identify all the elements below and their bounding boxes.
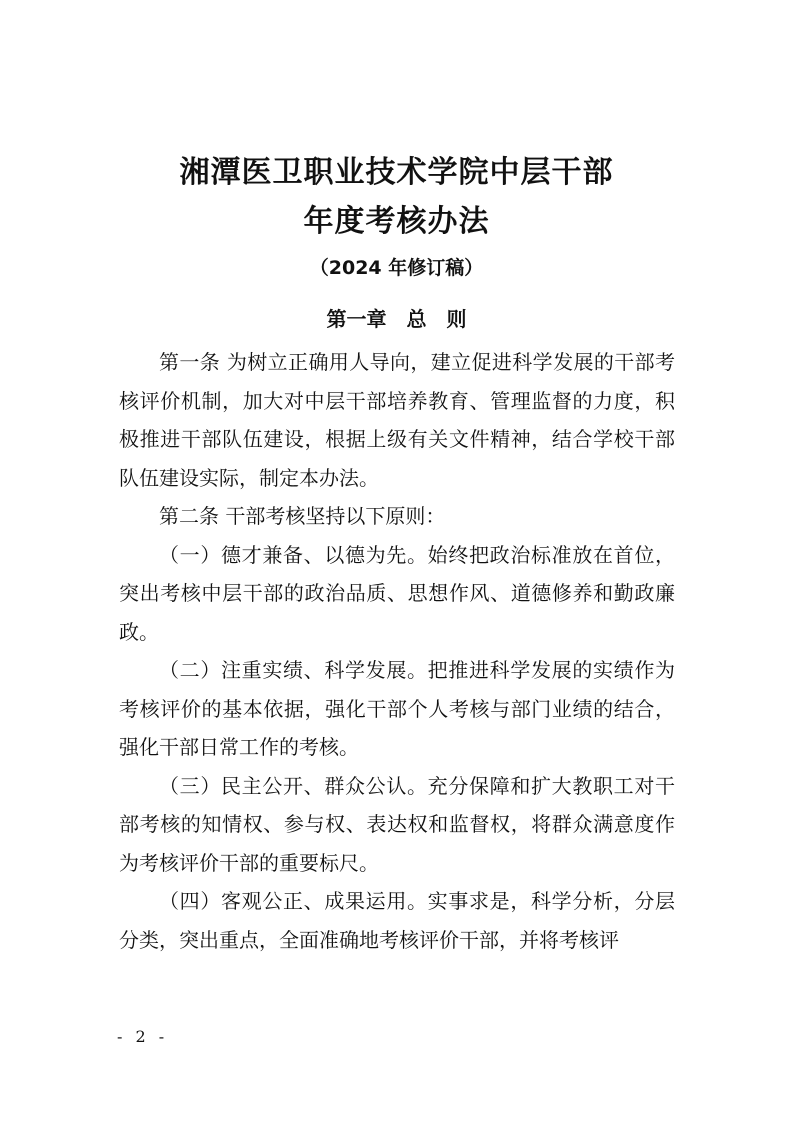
paragraph-article-2: 第二条 干部考核坚持以下原则： <box>159 504 446 528</box>
document-title-line2: 年度考核办法 <box>303 204 490 239</box>
paragraph-article-1: 第一条 为树立正确用人导向，建立促进科学发展的干部考核评价机制，加大对中层干部培养教育、管理监督的力度，积极推进干部队伍建设，根据上级有关文件精神，结合学校干部队伍建设实际，制定本办法。 <box>119 350 675 490</box>
page-number: - 2 - <box>117 1027 169 1046</box>
document-title-line1: 湘潭医卫职业技术学院中层干部 <box>179 155 614 190</box>
paragraph-principle-2: （二）注重实绩、科学发展。把推进科学发展的实绩作为考核评价的基本依据，强化干部个人考核与部门业绩的结合，强化干部日常工作的考核。 <box>119 658 675 759</box>
paragraph-principle-4: （四）客观公正、成果运用。实事求是，科学分析，分层分类，突出重点，全面准确地考核评价干部，并将考核评 <box>119 889 675 952</box>
body-text <box>119 343 675 959</box>
document-subtitle: （2024 年修订稿） <box>309 257 484 279</box>
paragraph-principle-3: （三）民主公开、群众公认。充分保障和扩大教职工对干部考核的知情权、参与权、表达权和监督权，将群众满意度作为考核评价干部的重要标尺。 <box>119 773 675 875</box>
chapter-heading: 第一章 总 则 <box>326 307 467 331</box>
paragraph-principle-1: （一）德才兼备、以德为先。始终把政治标准放在首位，突出考核中层干部的政治品质、思想作风、道德修养和勤政廉政。 <box>119 542 675 644</box>
